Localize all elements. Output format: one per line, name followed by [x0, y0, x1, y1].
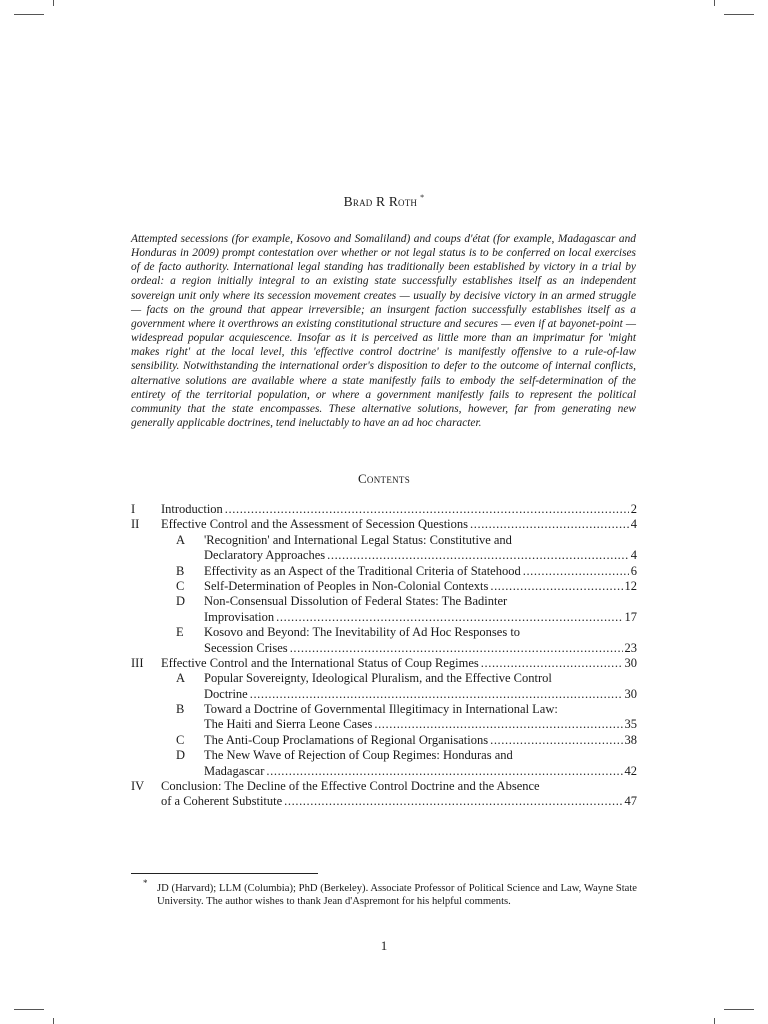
- toc-entry-title: Kosovo and Beyond: The Inevitability of Ad Hoc Responses to: [204, 625, 521, 640]
- toc-entry: [131, 748, 637, 763]
- toc-entry: [131, 502, 637, 517]
- toc-dot-leader: [327, 548, 629, 563]
- toc-part-number: III: [131, 655, 144, 670]
- toc-dot-leader: [490, 579, 622, 594]
- toc-entry-title: Conclusion: The Decline of the Effective Control Doctrine and the Absence: [161, 779, 540, 794]
- toc-entry-title: The New Wave of Rejection of Coup Regimes: Honduras and: [204, 748, 513, 763]
- toc-entry: [131, 625, 637, 640]
- toc-page-number: 47: [624, 794, 637, 809]
- toc-entry-title: Effectivity as an Aspect of the Traditional Criteria of Statehood: [204, 563, 521, 578]
- crop-mark: [714, 0, 715, 6]
- toc-entry-title: 'Recognition' and International Legal Status: Constitutive and: [204, 532, 512, 547]
- toc-entry-title: The Anti-Coup Proclamations of Regional Organisations: [204, 732, 489, 747]
- crop-mark: [14, 14, 44, 15]
- toc-entry: [131, 702, 637, 717]
- footnote-separator: [131, 873, 318, 874]
- toc-dot-leader: [470, 517, 629, 532]
- toc-entry-title: Madagascar: [204, 763, 265, 778]
- toc-entry-title: Effective Control and the International Status of Coup Regimes: [161, 655, 479, 670]
- toc-entry: [131, 671, 637, 686]
- crop-mark: [14, 1009, 44, 1010]
- crop-mark: [724, 1009, 754, 1010]
- toc-dot-leader: [374, 717, 622, 732]
- toc-entry: [131, 656, 637, 671]
- toc-page-number: 2: [630, 502, 637, 516]
- toc-entry: [131, 610, 637, 625]
- toc-entry: [131, 594, 637, 609]
- author-line: [0, 193, 768, 210]
- toc-dot-leader: [276, 610, 622, 625]
- toc-dot-leader: [250, 687, 623, 702]
- toc-entry-title: Non-Consensual Dissolution of Federal States: The Badinter: [204, 594, 508, 609]
- toc-page-number: 23: [624, 640, 637, 655]
- toc-entry-title: Effective Control and the Assessment of Secession Questions: [161, 517, 469, 532]
- toc-section-letter: C: [176, 578, 185, 593]
- toc-entry: [131, 641, 637, 656]
- toc-entry-title: Self-Determination of Peoples in Non-Colonial Contexts: [204, 578, 489, 593]
- toc-entry: [131, 564, 637, 579]
- toc-page-number: 35: [624, 717, 637, 732]
- toc-dot-leader: [290, 641, 623, 656]
- toc-dot-leader: [284, 794, 622, 809]
- toc-entry-title: Secession Crises: [204, 640, 288, 655]
- toc-entry: [131, 548, 637, 563]
- author-name: Brad R Roth: [343, 194, 418, 209]
- author-footnote-marker: *: [420, 193, 425, 202]
- toc-section-letter: C: [176, 732, 185, 747]
- toc-entry: [131, 687, 637, 702]
- toc-section-letter: D: [176, 594, 186, 609]
- toc-entry-title: The Haiti and Sierra Leone Cases: [204, 717, 373, 732]
- toc-entry: [131, 533, 637, 548]
- toc-section-letter: B: [176, 702, 185, 717]
- toc-entry-title: Declaratory Approaches: [204, 548, 326, 563]
- toc-page-number: 4: [630, 548, 637, 563]
- toc-page-number: 38: [624, 732, 637, 747]
- footnote-marker: *: [143, 878, 148, 888]
- toc-entry: [131, 794, 637, 809]
- toc-dot-leader: [490, 733, 622, 748]
- toc-dot-leader: [481, 656, 623, 671]
- page-number: 1: [380, 938, 388, 953]
- toc-section-letter: B: [176, 563, 185, 578]
- toc-page-number: 12: [624, 578, 637, 593]
- crop-mark: [53, 0, 54, 6]
- toc-entry-title: Doctrine: [204, 686, 248, 701]
- toc-entry: [131, 779, 637, 794]
- toc-part-number: I: [131, 502, 136, 516]
- crop-mark: [53, 1018, 54, 1024]
- toc-entry-title: Introduction: [161, 502, 223, 516]
- toc-entry: [131, 517, 637, 532]
- table-of-contents: [131, 502, 637, 810]
- toc-section-letter: A: [176, 671, 186, 686]
- toc-entry: [131, 717, 637, 732]
- toc-part-number: II: [131, 517, 140, 532]
- footnote-text: JD (Harvard); LLM (Columbia); PhD (Berkeley). Associate Professor of Political Science and Law, Wayne State University. The author wishes to thank Jean d'Aspremont for his helpful comments.: [157, 883, 637, 907]
- toc-part-number: IV: [131, 779, 145, 794]
- toc-entry: [131, 579, 637, 594]
- toc-dot-leader: [266, 764, 622, 779]
- abstract: Attempted secessions (for example, Kosovo and Somaliland) and coups d'état (for example, Madagascar and Honduras in 2009) prompt contestation over whether or not legal status is to be conferred on local exercises of de facto authority. International legal standing has traditionally been established by victory in a trial by ordeal: a region initially integral to an existing state successfully establishes itself as an independent sovereign unit only where its secession movement creates — usually by decisive victory in an armed struggle — facts on the ground that appear irreversible; an insurgent faction successfully establishes itself as a government where it overthrows an existing constitutional structure and secures — even if at bayonet-point —widespread popular acquiescence. Insofar as it is perceived as little more than an imprimatur for 'might makes right' at the local level, this 'effective control doctrine' is manifestly offensive to a rule-of-law sensibility. Notwithstanding the international order's disposition to defer to the outcome of internal conflicts, alternative solutions are available where a state manifestly fails to embody the self-determination of the entirety of the territorial population, or where a government manifestly fails to represent the political community that the state encompasses. These alternative solutions, however, far from generating new generally applicable doctrines, tend ineluctably to have an ad hoc character.: [131, 233, 636, 430]
- toc-section-letter: E: [176, 625, 184, 640]
- toc-section-letter: A: [176, 532, 186, 547]
- toc-entry-title: Popular Sovereignty, Ideological Pluralism, and the Effective Control: [204, 671, 552, 686]
- contents-heading: Contents: [357, 471, 411, 486]
- toc-entry-title: Toward a Doctrine of Governmental Illegitimacy in International Law:: [204, 702, 558, 717]
- toc-entry-title: of a Coherent Substitute: [161, 794, 283, 809]
- toc-page-number: 30: [624, 686, 637, 701]
- toc-entry: [131, 733, 637, 748]
- toc-page-number: 17: [624, 609, 637, 624]
- toc-section-letter: D: [176, 748, 186, 763]
- toc-entry: [131, 764, 637, 779]
- toc-page-number: 42: [624, 763, 637, 778]
- toc-dot-leader: [225, 502, 629, 517]
- toc-page-number: 6: [630, 563, 637, 578]
- crop-mark: [724, 14, 754, 15]
- toc-dot-leader: [523, 564, 629, 579]
- toc-entry-title: Improvisation: [204, 609, 275, 624]
- toc-page-number: 4: [630, 517, 637, 532]
- crop-mark: [714, 1018, 715, 1024]
- toc-page-number: 30: [624, 655, 637, 670]
